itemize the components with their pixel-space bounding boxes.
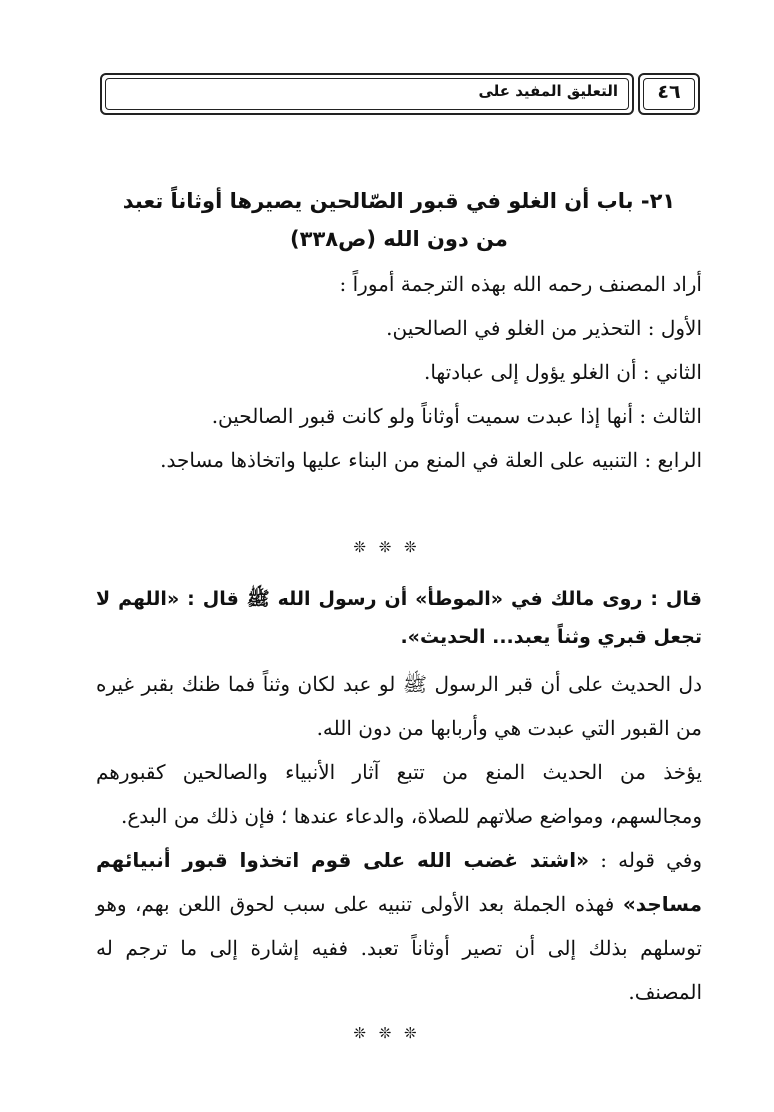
paragraph-3-prefix: وفي قوله : <box>589 848 702 872</box>
paragraph-2: يؤخذ من الحديث المنع من تتبع آثار الأنبياء والصالحين كقبورهم ومجالسهم، ومواضع صلاتهم للصلاة، والدعاء عندها ؛ فإن ذلك من البدع. <box>96 760 702 828</box>
point-3: الثالث : أنها إذا عبدت سميت أوثاناً ولو كانت قبور الصالحين. <box>211 404 702 428</box>
paragraph-1: دل الحديث على أن قبر الرسول ﷺ لو عبد لكان وثناً فما ظنك بقبر غيره من القبور التي عبدت هي وأربابها من دون الله. <box>96 672 702 740</box>
paragraph-3-rest: فهذه الجملة بعد الأولى تنبيه على سبب لحوق اللعن بهم، وهو توسلهم بذلك إلى أن تصير أوثاناً تعبد. ففيه إشارة إلى ما ترجم له المصنف. <box>96 892 702 1004</box>
paragraph-3-hadith: «اشتد غضب الله على قوم اتخذوا قبور أنبيائهم مساجد» <box>96 848 702 916</box>
point-4: الرابع : التنبيه على العلة في المنع من البناء عليها واتخاذها مساجد. <box>160 448 702 472</box>
section-separator: ❊ ❊ ❊ <box>353 538 421 556</box>
intro-line: أراد المصنف رحمه الله بهذه الترجمة أموراً : <box>339 272 702 296</box>
chapter-heading-line1: ٢١- باب أن الغلو في قبور الصّالحين يصيرها أوثاناً تعبد <box>122 189 676 213</box>
paragraph-3 <box>96 838 702 1014</box>
header-title: التعليق المفيد على <box>478 82 618 100</box>
point-1: الأول : التحذير من الغلو في الصالحين. <box>386 316 702 340</box>
header-title-frame <box>100 73 634 115</box>
section2-body <box>96 580 702 1014</box>
hadith-quote: قال : روى مالك في «الموطأ» أن رسول الله ﷺ قال : «اللهم لا تجعل قبري وثناً يعبد... الحديث». <box>96 588 702 648</box>
chapter-heading-line2: من دون الله (ص٣٣٨) <box>290 227 508 251</box>
bottom-separator: ❊ ❊ ❊ <box>353 1024 421 1042</box>
page-number-frame <box>638 73 700 115</box>
section1-body <box>96 262 702 482</box>
section-heading <box>96 182 702 258</box>
page-number: ٤٦ <box>657 81 681 103</box>
page-header <box>100 70 700 116</box>
point-2: الثاني : أن الغلو يؤول إلى عبادتها. <box>423 360 702 384</box>
